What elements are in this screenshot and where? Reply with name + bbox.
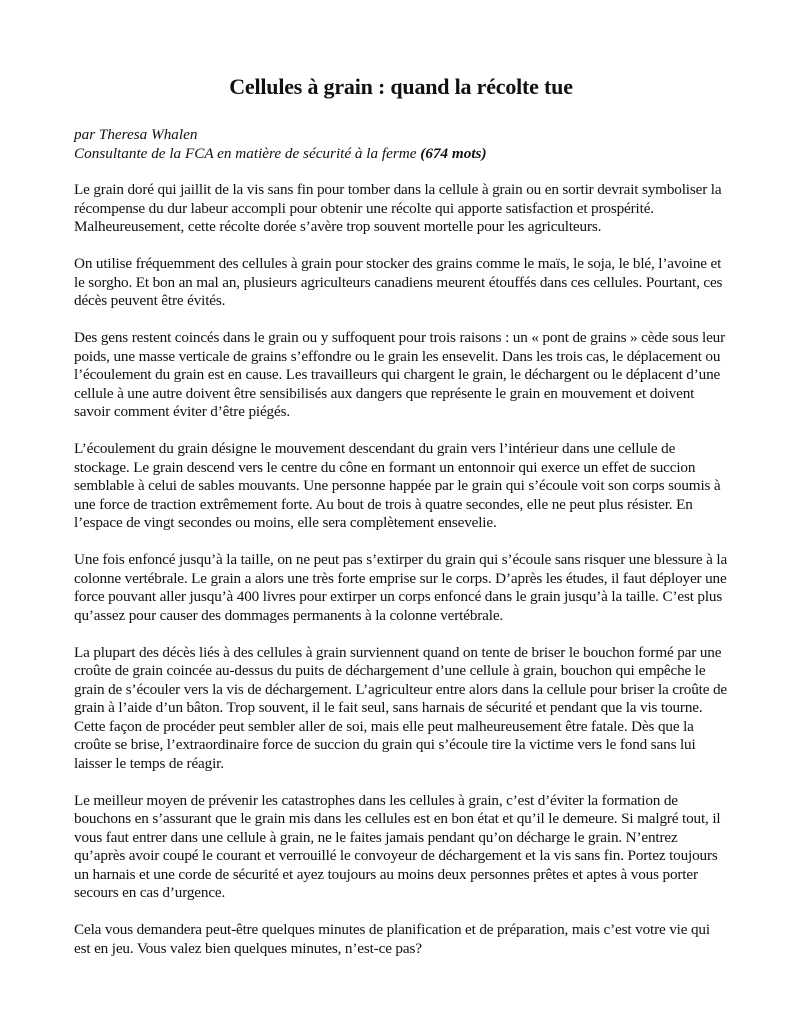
document-page bbox=[74, 74, 728, 977]
byline bbox=[74, 126, 728, 163]
paragraph-8: Cela vous demandera peut-être quelques minutes de planification et de préparation, mais c’est votre vie qui est en jeu. Vous valez bien quelques minutes, n’est-ce pas? bbox=[74, 921, 710, 957]
paragraph-3: Des gens restent coincés dans le grain ou y suffoquent pour trois raisons : un « pont de grains » cède sous leur poids, une masse verticale de grains s’effondre ou le grain les ensevelit. Dans les trois cas, le déplacement ou l’écoulement du grain est en cause. Les travailleurs qui chargent le grain, le déchargent ou le déplacent d’une cellule à une autre doivent être sensibilisés aux dangers que représente le grain en mouvement et doivent savoir comment éviter d’être piégés. bbox=[74, 329, 726, 420]
paragraph-7: Le meilleur moyen de prévenir les catastrophes dans les cellules à grain, c’est d’éviter la formation de bouchons en s’assurant que le grain mis dans les cellules est en bon état et qu’il le demeure. Si malgré tout, il vous faut entrer dans une cellule à grain, ne le faites jamais pendant qu’on décharge le grain. N’entrez qu’après avoir coupé le courant et verrouillé le convoyeur de déchargement et la vis sans fin. Portez toujours un harnais et une corde de sécurité et ayez toujours au moins deux personnes prêtes et aptes à vous porter secours en cas d’urgence. bbox=[74, 791, 721, 901]
word-count: (674 mots) bbox=[420, 144, 487, 162]
paragraph-4: L’écoulement du grain désigne le mouvement descendant du grain vers l’intérieur dans une cellule de stockage. Le grain descend vers le centre du cône en formant un entonnoir qui exerce un effet de succion semblable à celui de sables mouvants. Une personne happée par le grain qui s’écoule voit son corps soumis à une force de traction extrêmement forte. Au bout de trois à quatre secondes, elle ne peut plus résister. En l’espace de vingt secondes ou moins, elle sera complètement ensevelie. bbox=[74, 440, 721, 531]
paragraph-1: Le grain doré qui jaillit de la vis sans fin pour tomber dans la cellule à grain ou en sortir devrait symboliser la récompense du dur labeur accompli pour obtenir une récolte qui apporte satisfaction et prospérité. Malheureusement, cette récolte dorée s’avère trop souvent mortelle pour les agriculteurs. bbox=[74, 181, 722, 235]
role-line bbox=[74, 145, 728, 164]
author-line: par Theresa Whalen bbox=[74, 126, 198, 143]
paragraph-2: On utilise fréquemment des cellules à grain pour stocker des grains comme le maïs, le soja, le blé, l’avoine et le sorgho. Et bon an mal an, plusieurs agriculteurs canadiens meurent étouffés dans ces cellules. Pourtant, ces décès peuvent être évités. bbox=[74, 255, 723, 309]
paragraph-6: La plupart des décès liés à des cellules à grain surviennent quand on tente de briser le bouchon formé par une croûte de grain coincée au-dessus du puits de déchargement d’une cellule à grain, bouchon qui empêche le grain de s’écouler vers la vis de déchargement. L’agriculteur entre alors dans la cellule pour briser la croûte de grain à l’aide d’un bâton. Trop souvent, il le fait seul, sans harnais de sécurité et pendant que la vis tourne. Cette façon de procéder peut sembler aller de soi, mais elle peut malheureusement être fatale. Dès que la croûte se brise, l’extraordinaire force de succion du grain qui s’écoule tire la victime vers le fond sans lui laisser le temps de réagir. bbox=[74, 643, 727, 772]
role-text: Consultante de la FCA en matière de sécurité à la ferme bbox=[74, 144, 417, 162]
document-title: Cellules à grain : quand la récolte tue bbox=[229, 74, 573, 99]
paragraph-5: Une fois enfoncé jusqu’à la taille, on ne peut pas s’extirper du grain qui s’écoule sans risquer une blessure à la colonne vertébrale. Le grain a alors une très forte emprise sur le corps. D’après les études, il faut déployer une force pouvant aller jusqu’à 400 livres pour extirper un corps enfoncé dans le grain jusqu’à la taille. C’est plus qu’assez pour causer des dommages permanents à la colonne vertébrale. bbox=[74, 551, 728, 624]
